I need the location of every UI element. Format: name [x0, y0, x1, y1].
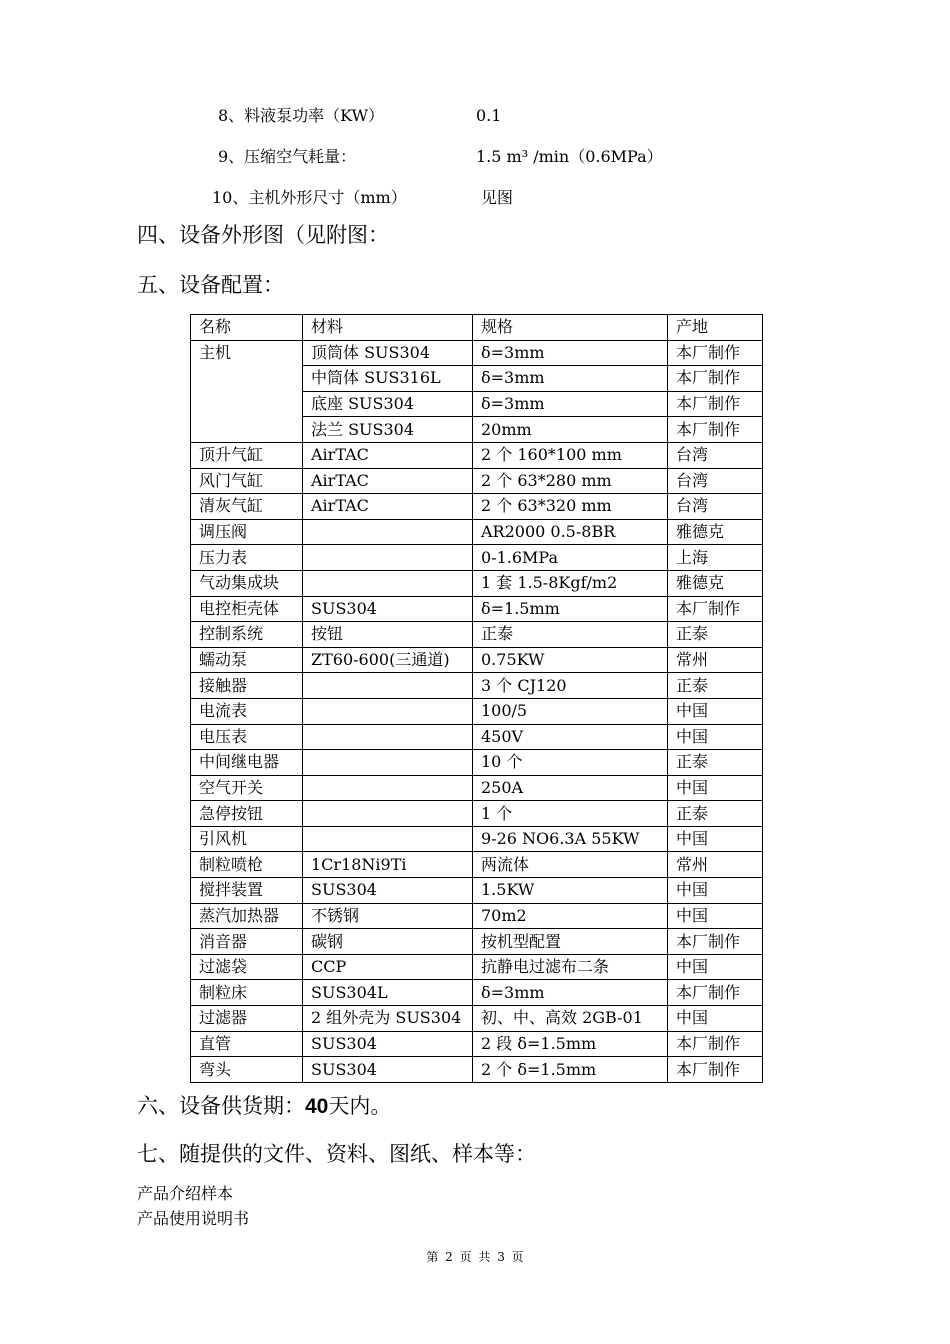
table-row — [191, 673, 763, 699]
name-cell: 消音器 — [191, 929, 303, 955]
main-unit-name-cell: 主机 — [191, 340, 303, 442]
origin-cell: 本厂制作 — [668, 1031, 763, 1057]
spec-cell: 250A — [473, 775, 668, 801]
origin-cell: 正泰 — [668, 801, 763, 827]
material-cell: AirTAC — [303, 442, 473, 468]
table-row — [191, 1031, 763, 1057]
material-cell: 1Cr18Ni9Ti — [303, 852, 473, 878]
spec-cell: AR2000 0.5-8BR — [473, 519, 668, 545]
table-row — [191, 647, 763, 673]
header-cell-name: 名称 — [191, 315, 303, 341]
origin-cell: 本厂制作 — [668, 391, 763, 417]
name-cell: 电控柜壳体 — [191, 596, 303, 622]
table-row — [191, 519, 763, 545]
material-cell: 法兰 SUS304 — [303, 417, 473, 443]
spec-line-10 — [212, 188, 812, 208]
spec-cell: 10 个 — [473, 750, 668, 776]
spec-cell: 2 个 63*280 mm — [473, 468, 668, 494]
material-cell: CCP — [303, 954, 473, 980]
origin-cell: 正泰 — [668, 622, 763, 648]
material-cell: ZT60-600(三通道) — [303, 647, 473, 673]
table-row — [191, 852, 763, 878]
spec-cell: 20mm — [473, 417, 668, 443]
material-cell: SUS304L — [303, 980, 473, 1006]
material-cell: SUS304 — [303, 1057, 473, 1083]
spec-cell: 2 个 δ=1.5mm — [473, 1057, 668, 1083]
table-header-row — [191, 315, 763, 341]
table-row — [191, 1006, 763, 1032]
name-cell: 中间继电器 — [191, 750, 303, 776]
table-row — [191, 494, 763, 520]
table-row — [191, 954, 763, 980]
origin-cell: 台湾 — [668, 494, 763, 520]
spec-label: 10、主机外形尺寸（mm） — [212, 188, 407, 207]
table-row — [191, 442, 763, 468]
material-cell — [303, 826, 473, 852]
spec-line-8 — [218, 106, 818, 126]
section-heading-7: 七、随提供的文件、资料、图纸、样本等： — [137, 1142, 536, 1166]
spec-cell: 正泰 — [473, 622, 668, 648]
spec-cell: 1 套 1.5-8Kgf/m2 — [473, 570, 668, 596]
name-cell: 制粒床 — [191, 980, 303, 1006]
spec-cell: 0.75KW — [473, 647, 668, 673]
origin-cell: 雅德克 — [668, 519, 763, 545]
header-cell-spec: 规格 — [473, 315, 668, 341]
table-row — [191, 596, 763, 622]
spec-cell: 初、中、高效 2GB-01 — [473, 1006, 668, 1032]
document-item: 产品使用说明书 — [137, 1209, 250, 1228]
table-row — [191, 750, 763, 776]
spec-cell: 1.5KW — [473, 878, 668, 904]
origin-cell: 本厂制作 — [668, 929, 763, 955]
name-cell: 急停按钮 — [191, 801, 303, 827]
origin-cell: 雅德克 — [668, 570, 763, 596]
spec-label: 8、料液泵功率（KW） — [218, 106, 385, 125]
spec-cell: δ=3mm — [473, 340, 668, 366]
material-cell: 按钮 — [303, 622, 473, 648]
spec-cell: δ=3mm — [473, 366, 668, 392]
origin-cell: 台湾 — [668, 442, 763, 468]
origin-cell: 本厂制作 — [668, 596, 763, 622]
delivery-label: 六、设备供货期： — [137, 1094, 305, 1118]
spec-cell: δ=3mm — [473, 980, 668, 1006]
name-cell: 调压阀 — [191, 519, 303, 545]
spec-line-9 — [218, 147, 818, 167]
name-cell: 空气开关 — [191, 775, 303, 801]
spec-cell: 70m2 — [473, 903, 668, 929]
origin-cell: 本厂制作 — [668, 366, 763, 392]
origin-cell: 台湾 — [668, 468, 763, 494]
table-row — [191, 622, 763, 648]
name-cell: 蒸汽加热器 — [191, 903, 303, 929]
table-row — [191, 724, 763, 750]
section-heading-4: 四、设备外形图（见附图： — [137, 223, 389, 247]
document-item: 产品介绍样本 — [137, 1184, 234, 1203]
name-cell: 控制系统 — [191, 622, 303, 648]
table-row — [191, 570, 763, 596]
material-cell: AirTAC — [303, 468, 473, 494]
origin-cell: 本厂制作 — [668, 417, 763, 443]
header-cell-material: 材料 — [303, 315, 473, 341]
table-row — [191, 929, 763, 955]
spec-value: 1.5 m³ /min（0.6MPa） — [476, 147, 663, 166]
table-row — [191, 545, 763, 571]
table-row — [191, 340, 763, 366]
name-cell: 电流表 — [191, 698, 303, 724]
origin-cell: 中国 — [668, 724, 763, 750]
material-cell: 顶筒体 SUS304 — [303, 340, 473, 366]
origin-cell: 常州 — [668, 647, 763, 673]
spec-label: 9、压缩空气耗量： — [218, 147, 357, 166]
material-cell: AirTAC — [303, 494, 473, 520]
table-row — [191, 903, 763, 929]
name-cell: 蠕动泵 — [191, 647, 303, 673]
material-cell: 不锈钢 — [303, 903, 473, 929]
material-cell — [303, 775, 473, 801]
section-heading-6 — [137, 1093, 391, 1120]
material-cell: 碳钢 — [303, 929, 473, 955]
material-cell — [303, 724, 473, 750]
name-cell: 风门气缸 — [191, 468, 303, 494]
name-cell: 顶升气缸 — [191, 442, 303, 468]
name-cell: 接触器 — [191, 673, 303, 699]
name-cell: 电压表 — [191, 724, 303, 750]
name-cell: 直管 — [191, 1031, 303, 1057]
name-cell: 弯头 — [191, 1057, 303, 1083]
spec-cell: 2 段 δ=1.5mm — [473, 1031, 668, 1057]
origin-cell: 正泰 — [668, 673, 763, 699]
origin-cell: 本厂制作 — [668, 1057, 763, 1083]
table-row — [191, 1057, 763, 1083]
spec-cell: δ=3mm — [473, 391, 668, 417]
material-cell: SUS304 — [303, 878, 473, 904]
spec-value: 见图 — [481, 188, 514, 207]
material-cell — [303, 519, 473, 545]
origin-cell: 中国 — [668, 826, 763, 852]
spec-cell: 100/5 — [473, 698, 668, 724]
origin-cell: 本厂制作 — [668, 980, 763, 1006]
material-cell — [303, 570, 473, 596]
delivery-suffix: 天内。 — [328, 1094, 392, 1118]
spec-cell: 0-1.6MPa — [473, 545, 668, 571]
table-row — [191, 468, 763, 494]
spec-cell: 450V — [473, 724, 668, 750]
material-cell — [303, 545, 473, 571]
page-footer: 第 2 页 共 3 页 — [426, 1250, 524, 1264]
table-row — [191, 826, 763, 852]
name-cell: 过滤器 — [191, 1006, 303, 1032]
material-cell: 底座 SUS304 — [303, 391, 473, 417]
origin-cell: 中国 — [668, 903, 763, 929]
name-cell: 制粒喷枪 — [191, 852, 303, 878]
spec-cell: 2 个 63*320 mm — [473, 494, 668, 520]
material-cell: 中筒体 SUS316L — [303, 366, 473, 392]
name-cell: 过滤袋 — [191, 954, 303, 980]
table-row — [191, 878, 763, 904]
material-cell — [303, 750, 473, 776]
delivery-days: 40 — [305, 1095, 329, 1118]
spec-cell: 9-26 NO6.3A 55KW — [473, 826, 668, 852]
origin-cell: 上海 — [668, 545, 763, 571]
name-cell: 气动集成块 — [191, 570, 303, 596]
material-cell: SUS304 — [303, 596, 473, 622]
spec-cell: δ=1.5mm — [473, 596, 668, 622]
section-heading-5: 五、设备配置： — [137, 273, 284, 297]
spec-cell: 抗静电过滤布二条 — [473, 954, 668, 980]
origin-cell: 本厂制作 — [668, 340, 763, 366]
name-cell: 压力表 — [191, 545, 303, 571]
origin-cell: 中国 — [668, 698, 763, 724]
configuration-table — [190, 314, 763, 1083]
name-cell: 清灰气缸 — [191, 494, 303, 520]
table-row — [191, 775, 763, 801]
spec-cell: 按机型配置 — [473, 929, 668, 955]
material-cell — [303, 698, 473, 724]
spec-value: 0.1 — [476, 106, 502, 125]
origin-cell: 常州 — [668, 852, 763, 878]
material-cell — [303, 673, 473, 699]
origin-cell: 中国 — [668, 1006, 763, 1032]
name-cell: 搅拌装置 — [191, 878, 303, 904]
origin-cell: 正泰 — [668, 750, 763, 776]
origin-cell: 中国 — [668, 954, 763, 980]
spec-cell: 两流体 — [473, 852, 668, 878]
material-cell: SUS304 — [303, 1031, 473, 1057]
name-cell: 引风机 — [191, 826, 303, 852]
material-cell — [303, 801, 473, 827]
table-row — [191, 801, 763, 827]
spec-cell: 2 个 160*100 mm — [473, 442, 668, 468]
origin-cell: 中国 — [668, 878, 763, 904]
material-cell: 2 组外壳为 SUS304 — [303, 1006, 473, 1032]
header-cell-origin: 产地 — [668, 315, 763, 341]
table-row — [191, 980, 763, 1006]
spec-cell: 1 个 — [473, 801, 668, 827]
origin-cell: 中国 — [668, 775, 763, 801]
spec-cell: 3 个 CJ120 — [473, 673, 668, 699]
table-row — [191, 698, 763, 724]
